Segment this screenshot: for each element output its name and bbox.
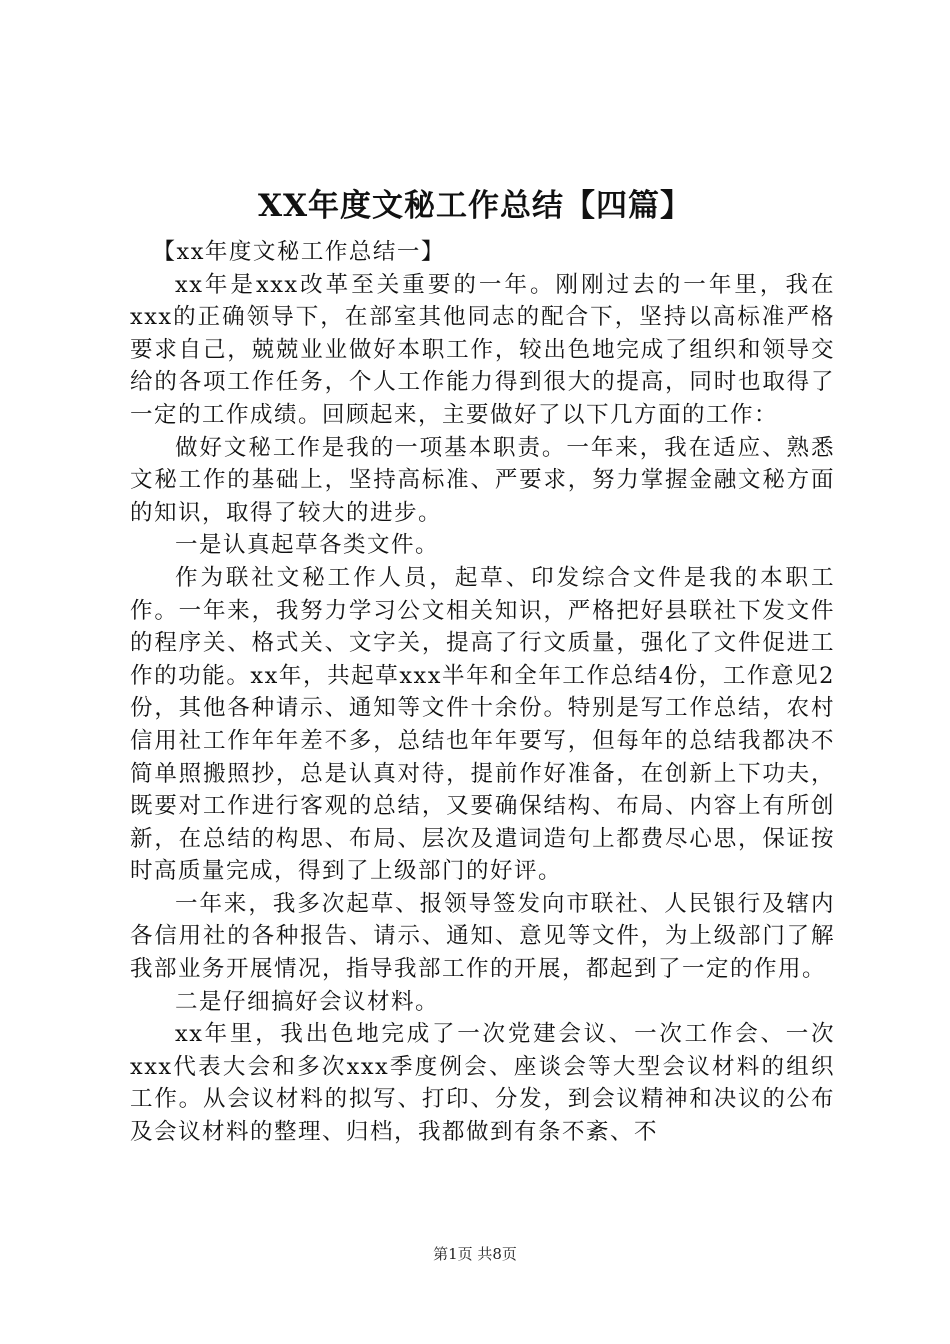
document-body (130, 236, 835, 1149)
paragraph: 一是认真起草各类文件。 (175, 532, 440, 559)
paragraph: 做好文秘工作是我的一项基本职责。一年来，我在适应、熟悉文秘工作的基础上，坚持高标准、严要求，努力掌握金融文秘方面的知识，取得了较大的进步。 (130, 434, 835, 526)
paragraph: 二是仔细搞好会议材料。 (175, 988, 440, 1015)
document-title: XX年度文秘工作总结【四篇】 (257, 188, 693, 224)
page-number-footer: 第1页 共8页 (433, 1245, 517, 1263)
paragraph: xx年是xxx改革至关重要的一年。刚刚过去的一年里，我在xxx的正确领导下，在部室其他同志的配合下，坚持以高标准严格要求自己，兢兢业业做好本职工作，较出色地完成了组织和领导交给的各项工作任务，个人工作能力得到很大的提高，同时也取得了一定的工作成绩。回顾起来，主要做好了以下几方面的工作： (130, 271, 835, 428)
paragraph: xx年里，我出色地完成了一次党建会议、一次工作会、一次xxx代表大会和多次xxx季度例会、座谈会等大型会议材料的组织工作。从会议材料的拟写、打印、分发，到会议精神和决议的公布及会议材料的整理、归档，我都做到有条不紊、不 (130, 1021, 835, 1146)
paragraph: 作为联社文秘工作人员，起草、印发综合文件是我的本职工作。一年来，我努力学习公文相关知识，严格把好县联社下发文件的程序关、格式关、文字关，提高了行文质量，强化了文件促进工作的功能。xx年，共起草xxx半年和全年工作总结4份，工作意见2份，其他各种请示、通知等文件十余份。特别是写工作总结，农村信用社工作年年差不多，总结也年年要写，但每年的总结我都决不简单照搬照抄，总是认真对待，提前作好准备，在创新上下功夫，既要对工作进行客观的总结，又要确保结构、布局、内容上有所创新，在总结的构思、布局、层次及遣词造句上都费尽心思，保证按时高质量完成，得到了上级部门的好评。 (130, 564, 835, 885)
section-heading: 【xx年度文秘工作总结一】 (152, 239, 445, 265)
paragraph: 一年来，我多次起草、报领导签发向市联社、人民银行及辖内各信用社的各种报告、请示、通知、意见等文件，为上级部门了解我部业务开展情况，指导我部工作的开展，都起到了一定的作用。 (130, 890, 835, 983)
